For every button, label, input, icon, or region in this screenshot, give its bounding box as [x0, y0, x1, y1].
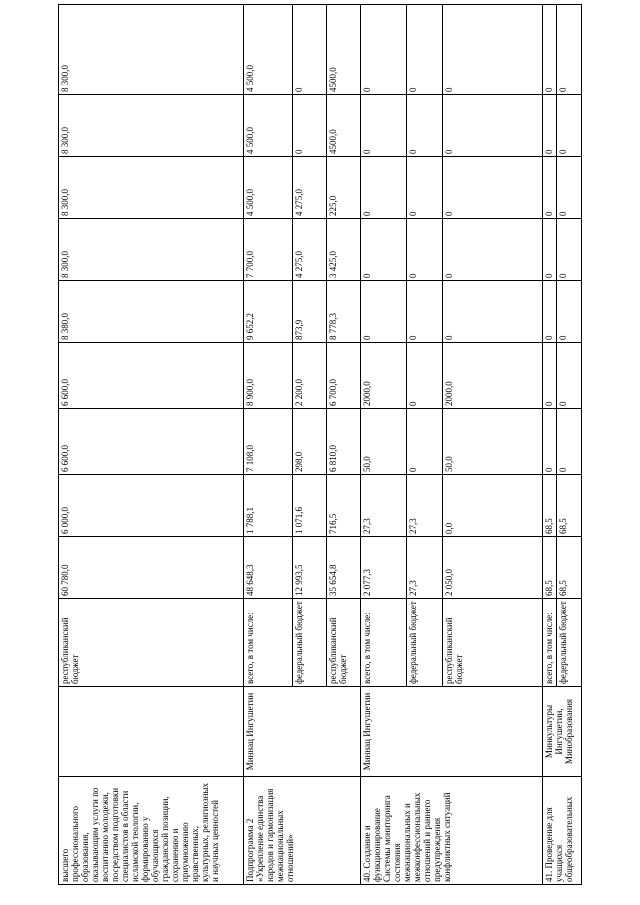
funding-source: республиканский бюджет — [59, 599, 244, 687]
value-cell: 0 — [407, 281, 443, 343]
funding-source: всего, в том числе: — [244, 599, 293, 687]
value-cell: 4 275,0 — [292, 157, 326, 219]
value-cell: 68,5 — [556, 475, 581, 537]
value-cell: 0 — [360, 95, 407, 157]
value-cell: 0 — [360, 281, 407, 343]
value-cell: 4 500,0 — [244, 5, 293, 95]
value-cell: 0 — [407, 409, 443, 475]
value-cell: 9 652,2 — [244, 281, 293, 343]
rotated-page — [58, 5, 582, 885]
table-row — [542, 5, 556, 885]
value-cell: 0 — [542, 95, 556, 157]
value-cell: 716,5 — [326, 475, 360, 537]
value-cell: 0 — [542, 281, 556, 343]
value-cell: 1 071,6 — [292, 475, 326, 537]
value-cell: 0 — [556, 343, 581, 409]
value-cell: 2000,0 — [443, 343, 543, 409]
value-cell: 0 — [407, 5, 443, 95]
value-cell: 0 — [443, 219, 543, 281]
value-cell: 2 200,0 — [292, 343, 326, 409]
value-cell: 8 300,0 — [59, 219, 244, 281]
measure-name: высшего профессионального образования, оказывающим услуги по воспитанию молодежи, посредством подготовки специалистов в области исламской теологии, формированию у обучающихся гражданской позиции, сохранению и приумножению нравственных, культурных, религиозных и научных ценностей — [59, 777, 244, 885]
value-cell: 873,9 — [292, 281, 326, 343]
value-cell: 0,0 — [443, 475, 543, 537]
value-cell: 298,0 — [292, 409, 326, 475]
value-cell: 0 — [443, 281, 543, 343]
value-cell: 0 — [556, 95, 581, 157]
value-cell: 27,3 — [360, 475, 407, 537]
value-cell: 4 500,0 — [244, 157, 293, 219]
value-cell: 8 900,0 — [244, 343, 293, 409]
table-body — [59, 5, 582, 885]
funding-source: республиканский бюджет — [443, 599, 543, 687]
value-cell: 0 — [292, 95, 326, 157]
value-cell: 50,0 — [443, 409, 543, 475]
value-cell: 60 780,0 — [59, 537, 244, 599]
value-cell: 2 077,3 — [360, 537, 407, 599]
value-cell: 8 300,0 — [59, 157, 244, 219]
value-cell: 68,5 — [542, 475, 556, 537]
value-cell: 0 — [542, 157, 556, 219]
value-cell: 3 425,0 — [326, 219, 360, 281]
value-cell: 0 — [556, 219, 581, 281]
value-cell: 27,3 — [407, 537, 443, 599]
budget-table — [58, 4, 582, 885]
value-cell: 68,5 — [542, 537, 556, 599]
table-row — [244, 5, 293, 885]
value-cell: 12 993,5 — [292, 537, 326, 599]
value-cell: 0 — [542, 219, 556, 281]
funding-source: федеральный бюджет — [556, 599, 581, 687]
value-cell: 0 — [360, 157, 407, 219]
value-cell: 0 — [407, 219, 443, 281]
value-cell: 0 — [360, 5, 407, 95]
value-cell: 0 — [443, 95, 543, 157]
value-cell: 0 — [360, 219, 407, 281]
value-cell: 0 — [407, 157, 443, 219]
value-cell: 2000,0 — [360, 343, 407, 409]
value-cell: 4 500,0 — [244, 95, 293, 157]
executor-cell: Миннац Ингушетии — [244, 687, 360, 777]
value-cell: 50,0 — [360, 409, 407, 475]
value-cell: 8 380,0 — [59, 281, 244, 343]
value-cell: 27,3 — [407, 475, 443, 537]
value-cell: 8 300,0 — [59, 5, 244, 95]
value-cell: 0 — [556, 409, 581, 475]
measure-name: Подпрограмма 2 «Укрепление единства народов и гармонизация межнациональных отношений» — [244, 777, 360, 885]
funding-source: республиканский бюджет — [326, 599, 360, 687]
value-cell: 0 — [443, 5, 543, 95]
table-row — [360, 5, 407, 885]
value-cell: 6 810,0 — [326, 409, 360, 475]
measure-name: 40. Создание и функционирование Системы мониторинга состояния межнациональных и межконфессиональных отношений и раннего предупреждения конфликтных ситуаций — [360, 777, 542, 885]
value-cell: 0 — [542, 409, 556, 475]
value-cell: 7 108,0 — [244, 409, 293, 475]
value-cell: 0 — [443, 157, 543, 219]
value-cell: 7 700,0 — [244, 219, 293, 281]
value-cell: 6 700,0 — [326, 343, 360, 409]
value-cell: 35 654,8 — [326, 537, 360, 599]
value-cell: 225,0 — [326, 157, 360, 219]
value-cell: 1 788,1 — [244, 475, 293, 537]
value-cell: 6 600,0 — [59, 343, 244, 409]
value-cell: 0 — [542, 5, 556, 95]
executor-cell: Минкультуры Ингушетии, Минобразования — [542, 687, 581, 777]
value-cell: 68,5 — [556, 537, 581, 599]
funding-source: федеральный бюджет — [292, 599, 326, 687]
funding-source: всего, в том числе: — [542, 599, 556, 687]
value-cell: 0 — [556, 5, 581, 95]
value-cell: 0 — [556, 157, 581, 219]
value-cell: 0 — [292, 5, 326, 95]
value-cell: 4 275,0 — [292, 219, 326, 281]
value-cell: 2 050,0 — [443, 537, 543, 599]
value-cell: 8 300,0 — [59, 95, 244, 157]
executor-cell: Миннац Ингушетии — [360, 687, 542, 777]
measure-name: 41. Проведение для учащихся общеобразовательных — [542, 777, 581, 885]
funding-source: всего, в том числе: — [360, 599, 407, 687]
value-cell: 0 — [407, 343, 443, 409]
value-cell: 0 — [407, 95, 443, 157]
value-cell: 6 600,0 — [59, 409, 244, 475]
value-cell: 48 648,3 — [244, 537, 293, 599]
value-cell: 4500,0 — [326, 5, 360, 95]
value-cell: 6 000,0 — [59, 475, 244, 537]
value-cell: 4500,0 — [326, 95, 360, 157]
value-cell: 0 — [556, 281, 581, 343]
value-cell: 0 — [542, 343, 556, 409]
value-cell: 8 778,3 — [326, 281, 360, 343]
table-row — [59, 5, 244, 885]
executor-cell — [59, 687, 244, 777]
funding-source: федеральный бюджет — [407, 599, 443, 687]
